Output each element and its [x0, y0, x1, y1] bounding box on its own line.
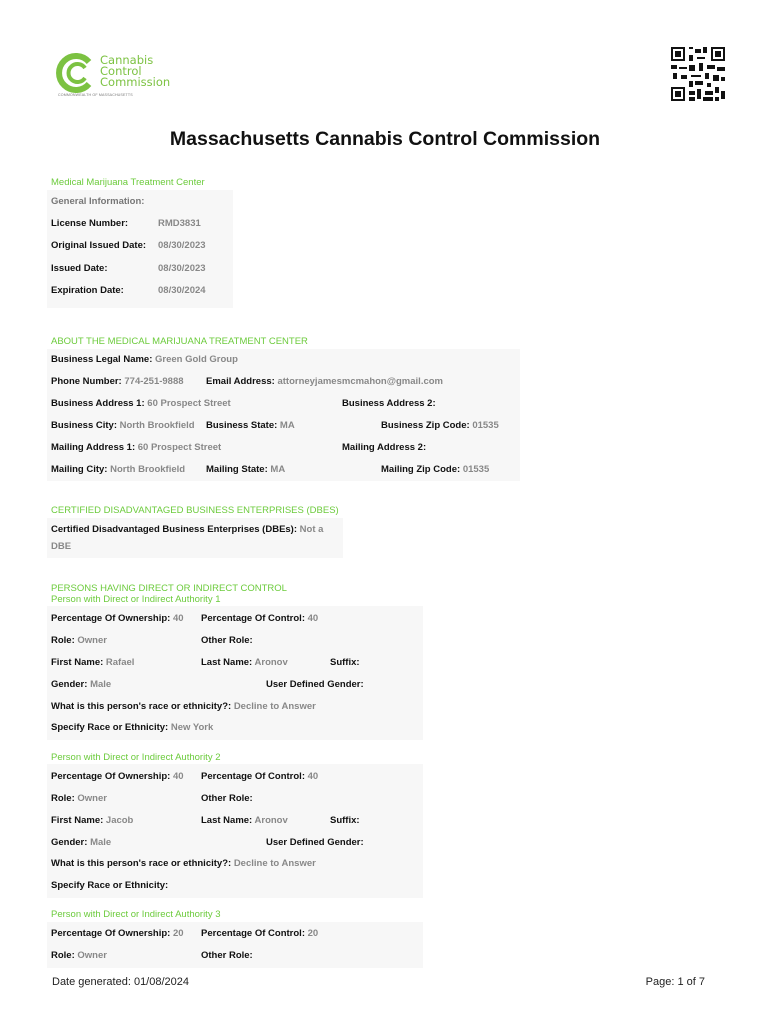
original-issued-value: 08/30/2023 — [158, 240, 206, 251]
mailing-address-2: Mailing Address 2: — [342, 442, 427, 453]
business-city: Business City: North Brookfield — [51, 420, 195, 431]
phone-number: Phone Number: 774-251-9888 — [51, 376, 184, 387]
person-3-control: Percentage Of Control: 20 — [201, 928, 319, 939]
mailing-state: Mailing State: MA — [206, 464, 286, 475]
person-3-other-role: Other Role: — [201, 950, 253, 961]
cannabis-control-commission-logo — [55, 53, 185, 99]
section-title-persons: PERSONS HAVING DIRECT OR INDIRECT CONTROL — [51, 583, 287, 594]
person-2-title: Person with Direct or Indirect Authority 2 — [51, 752, 221, 763]
person-1-gender: Gender: Male — [51, 679, 112, 690]
business-zip: Business Zip Code: 01535 — [381, 420, 499, 431]
person-1-last-name: Last Name: Aronov — [201, 657, 288, 668]
person-1-panel — [47, 606, 423, 740]
person-1-first-name: First Name: Rafael — [51, 657, 135, 668]
mailing-city: Mailing City: North Brookfield — [51, 464, 186, 475]
license-number-value: RMD3831 — [158, 218, 201, 229]
person-1-title: Person with Direct or Indirect Authority 1 — [51, 594, 221, 605]
person-1-role: Role: Owner — [51, 635, 107, 646]
email-address: Email Address: attorneyjamesmcmahon@gmail.com — [206, 376, 443, 387]
license-number-label: License Number: — [51, 218, 129, 229]
about-panel — [47, 349, 520, 481]
issued-date-label: Issued Date: — [51, 263, 108, 274]
business-legal-name: Business Legal Name: Green Gold Group — [51, 354, 238, 365]
general-info-heading: General Information: — [51, 196, 145, 207]
qr-code-icon — [671, 47, 725, 101]
original-issued-label: Original Issued Date: — [51, 240, 147, 251]
mailing-address-1: Mailing Address 1: 60 Prospect Street — [51, 442, 222, 453]
person-2-first-name: First Name: Jacob — [51, 815, 134, 826]
mailing-zip: Mailing Zip Code: 01535 — [381, 464, 490, 475]
person-2-specify-race: Specify Race or Ethnicity: — [51, 880, 169, 891]
person-2-control: Percentage Of Control: 40 — [201, 771, 319, 782]
person-3-role: Role: Owner — [51, 950, 107, 961]
person-1-other-role: Other Role: — [201, 635, 253, 646]
person-2-other-role: Other Role: — [201, 793, 253, 804]
person-2-role: Role: Owner — [51, 793, 107, 804]
person-2-gender: Gender: Male — [51, 837, 112, 848]
section-title-mmtc: Medical Marijuana Treatment Center — [51, 177, 205, 188]
expiration-date-label: Expiration Date: — [51, 285, 124, 296]
dbe-value-continued: DBE — [51, 541, 72, 552]
person-1-control: Percentage Of Control: 40 — [201, 613, 319, 624]
dbe-field: Certified Disadvantaged Business Enterprises (DBEs): Not a — [51, 524, 324, 535]
date-generated: Date generated: 01/08/2024 — [52, 976, 190, 988]
business-state: Business State: MA — [206, 420, 295, 431]
person-2-suffix: Suffix: — [330, 815, 360, 826]
section-title-dbe: CERTIFIED DISADVANTAGED BUSINESS ENTERPRISES (DBES) — [51, 505, 339, 516]
logo-subtitle: COMMONWEALTH OF MASSACHUSETTS — [58, 93, 133, 97]
person-2-user-gender: User Defined Gender: — [266, 837, 364, 848]
logo-c-icon — [55, 53, 99, 93]
page-number: Page: 1 of 7 — [645, 976, 705, 988]
person-2-panel — [47, 764, 423, 898]
person-2-last-name: Last Name: Aronov — [201, 815, 288, 826]
person-1-ownership: Percentage Of Ownership: 40 — [51, 613, 184, 624]
person-2-race: What is this person's race or ethnicity?: Decline to Answer — [51, 858, 316, 869]
person-1-specify-race: Specify Race or Ethnicity: New York — [51, 722, 214, 733]
expiration-date-value: 08/30/2024 — [158, 285, 206, 296]
person-3-ownership: Percentage Of Ownership: 20 — [51, 928, 184, 939]
page-title: Massachusetts Cannabis Control Commission — [169, 128, 601, 150]
issued-date-value: 08/30/2023 — [158, 263, 206, 274]
business-address-1: Business Address 1: 60 Prospect Street — [51, 398, 231, 409]
business-address-2: Business Address 2: — [342, 398, 436, 409]
person-3-title: Person with Direct or Indirect Authority 3 — [51, 909, 221, 920]
person-1-race: What is this person's race or ethnicity?: Decline to Answer — [51, 701, 316, 712]
person-2-ownership: Percentage Of Ownership: 40 — [51, 771, 184, 782]
logo-wordmark: Cannabis Control Commission — [100, 53, 171, 89]
person-1-user-gender: User Defined Gender: — [266, 679, 364, 690]
person-1-suffix: Suffix: — [330, 657, 360, 668]
section-title-about: ABOUT THE MEDICAL MARIJUANA TREATMENT CENTER — [51, 336, 308, 347]
